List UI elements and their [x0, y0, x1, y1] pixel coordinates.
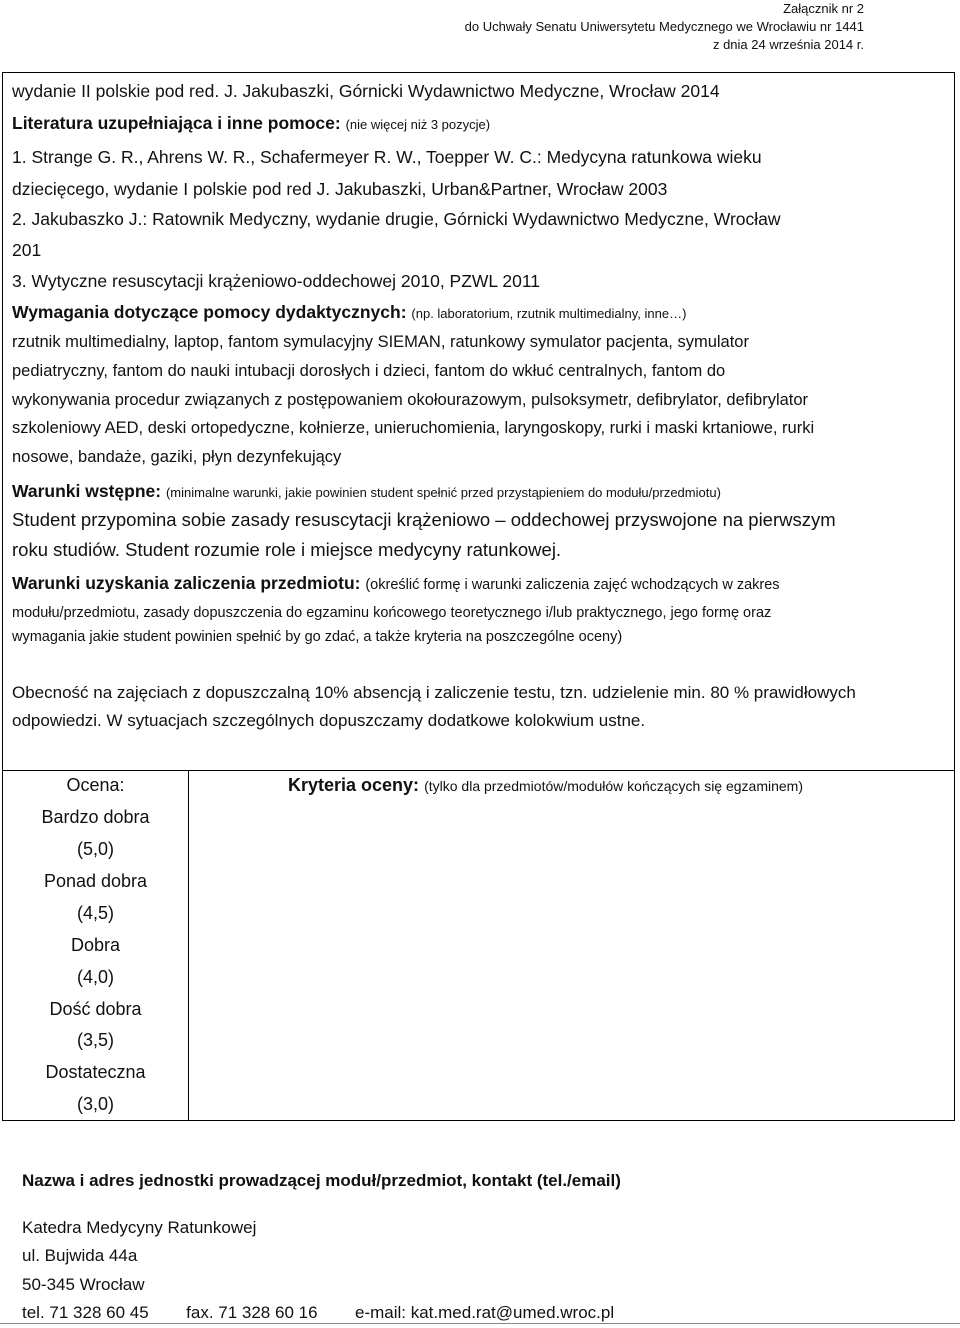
page-bottom-rule [0, 1323, 960, 1324]
literature-line-0: wydanie II polskie pod red. J. Jakubaszki, Górnicki Wydawnictwo Medyczne, Wrocław 2014 [12, 81, 720, 101]
grade-value: (4,5) [76, 903, 114, 923]
literature-item-1b: dziecięcego, wydanie I polskie pod red J. Jakubaszki, Urban&Partner, Wrocław 2003 [12, 179, 668, 199]
grade-label: Ponad dobra [43, 871, 148, 891]
grade-value: (5,0) [76, 839, 114, 859]
completion-note-2: modułu/przedmiotu, zasady dopuszczenia do egzaminu końcowego teoretycznego i/lub praktycznego, jego formę oraz [12, 605, 772, 621]
prerequisites-line-1: Student przypomina sobie zasady resuscytacji krążeniowo – oddechowej przyswojone na pierwszym [12, 509, 836, 530]
didactic-line-2: pediatryczny, fantom do nauki intubacji dorosłych i dzieci, fantom do wkłuć centralnych, fantom do [12, 362, 726, 380]
prerequisites-line-2: roku studiów. Student rozumie role i miejsce medycyny ratunkowej. [12, 539, 562, 560]
unit-email: e-mail: kat.med.rat@umed.wroc.pl [355, 1303, 615, 1322]
literature-item-3: 3. Wytyczne resuscytacji krążeniowo-oddechowej 2010, PZWL 2011 [12, 271, 541, 291]
grade-label: Dostateczna [45, 1062, 146, 1082]
didactic-requirements-heading: Wymagania dotyczące pomocy dydaktycznych: (np. laboratorium, rzutnik multimedialny, inne…) [12, 302, 687, 322]
didactic-line-5: nosowe, bandaże, gaziki, płyn dezynfekujący [12, 448, 342, 466]
literature-item-2b: 201 [12, 240, 42, 260]
grade-label: Bardzo dobra [41, 807, 150, 827]
completion-heading: Warunki uzyskania zaliczenia przedmiotu: (określić formę i warunki zaliczenia zajęć wchodzących w zakres [12, 573, 780, 593]
unit-heading: Nazwa i adres jednostki prowadzącej moduł/przedmiot, kontakt (tel./email) [22, 1171, 621, 1190]
grade-value: (4,0) [76, 967, 114, 987]
completion-note-3: wymagania jakie student powinien spełnić by go zdać, a także kryteria na poszczególne oceny) [12, 629, 623, 645]
unit-fax: fax. 71 328 60 16 [186, 1303, 318, 1322]
grade-label: Dość dobra [49, 999, 142, 1019]
prerequisites-heading: Warunki wstępne: (minimalne warunki, jakie powinien student spełnić przed przystąpieniem do modułu/przedmiotu) [12, 481, 721, 501]
header-date: z dnia 24 września 2014 r. [712, 37, 864, 52]
unit-contact [22, 1303, 614, 1323]
header-attachment-number: Załącznik nr 2 [783, 1, 864, 16]
unit-name: Katedra Medycyny Ratunkowej [22, 1218, 257, 1237]
didactic-line-1: rzutnik multimedialny, laptop, fantom symulacyjny SIEMAN, ratunkowy symulator pacjenta, symulator [12, 333, 749, 351]
literature-item-2a: 2. Jakubaszko J.: Ratownik Medyczny, wydanie drugie, Górnicki Wydawnictwo Medyczne, Wrocław [12, 209, 781, 229]
syllabus-section-box [2, 72, 955, 770]
grade-heading: Ocena: [66, 775, 125, 795]
supplementary-literature-heading: Literatura uzupełniająca i inne pomoce: (nie więcej niż 3 pozycje) [12, 113, 491, 133]
completion-paragraph-2: odpowiedzi. W sytuacjach szczególnych dopuszczamy dodatkowe kolokwium ustne. [12, 711, 646, 730]
criteria-heading: Kryteria oceny: (tylko dla przedmiotów/modułów kończących się egzaminem) [288, 775, 804, 795]
table-divider [188, 771, 189, 1120]
unit-city: 50-345 Wrocław [22, 1275, 145, 1294]
completion-paragraph-1: Obecność na zajęciach z dopuszczalną 10% absencją i zaliczenie testu, tzn. udzielenie min. 80 % prawidłowych [12, 683, 856, 702]
literature-item-1a: 1. Strange G. R., Ahrens W. R., Schafermeyer R. W., Toepper W. C.: Medycyna ratunkowa wieku [12, 147, 762, 167]
grading-table [2, 770, 955, 1121]
document-header [465, 0, 864, 54]
grade-label: Dobra [70, 935, 121, 955]
unit-phone: tel. 71 328 60 45 [22, 1303, 149, 1322]
grade-value: (3,0) [76, 1094, 114, 1114]
grade-value: (3,5) [76, 1030, 114, 1050]
didactic-line-3: wykonywania procedur związanych z postępowaniem okołourazowym, pulsoksymetr, defibrylator, defibrylator [12, 391, 809, 409]
header-resolution: do Uchwały Senatu Uniwersytetu Medycznego we Wrocławiu nr 1441 [464, 19, 864, 34]
didactic-line-4: szkoleniowy AED, deski ortopedyczne, kołnierze, unieruchomienia, laryngoskopy, rurki i maski krtaniowe, rurki [12, 419, 815, 437]
unit-street: ul. Bujwida 44a [22, 1246, 138, 1265]
